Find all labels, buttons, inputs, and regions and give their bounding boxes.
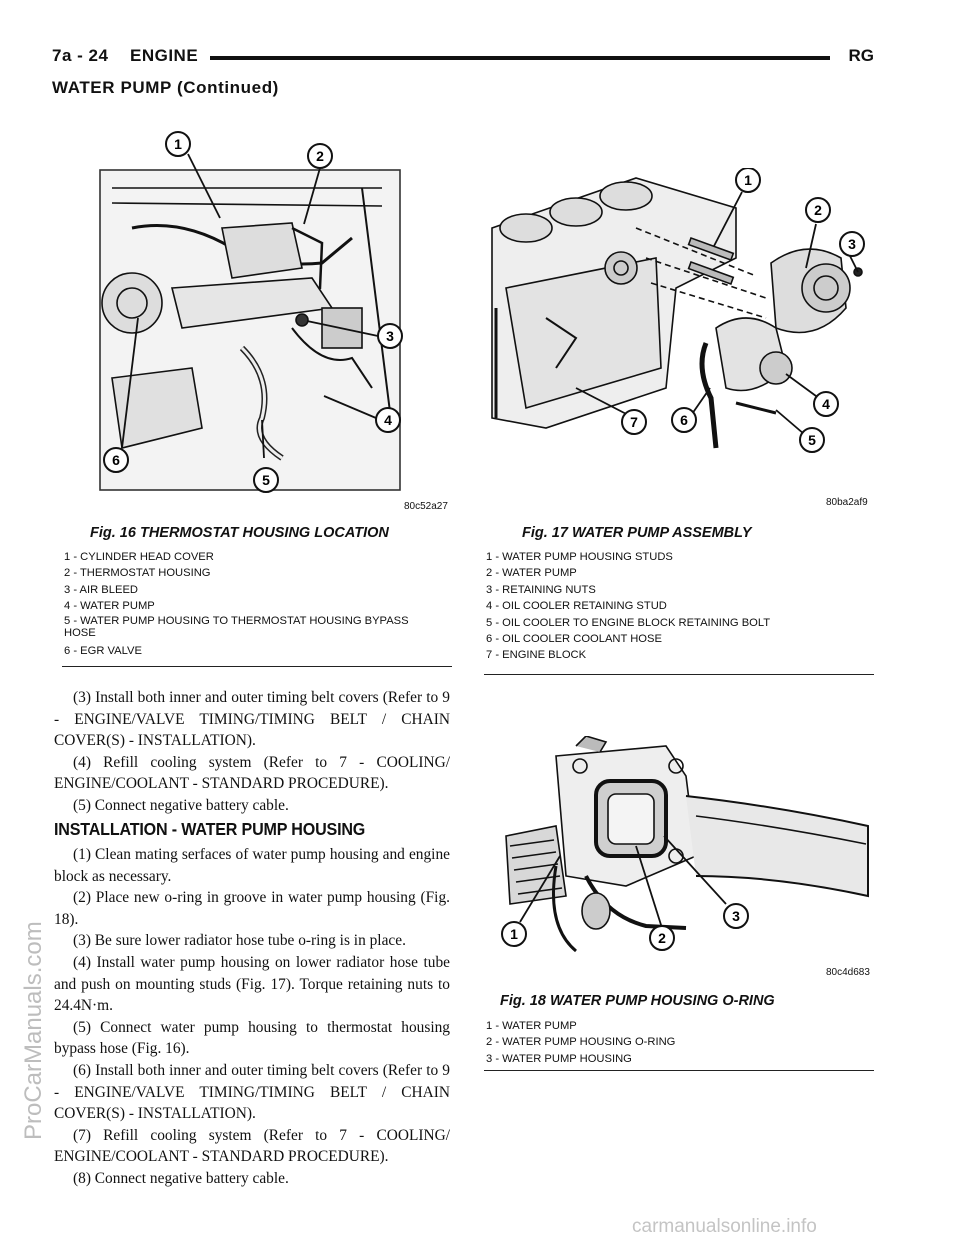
svg-text:2: 2 <box>316 148 324 164</box>
svg-text:1: 1 <box>744 172 752 188</box>
svg-text:2: 2 <box>814 202 822 218</box>
figure-18-legend <box>486 1018 872 1067</box>
model-code: RG <box>848 46 874 65</box>
figure-17-legend <box>486 549 872 664</box>
svg-text:3: 3 <box>732 908 740 924</box>
callout-6 <box>104 448 128 472</box>
legend-item: 5 - OIL COOLER TO ENGINE BLOCK RETAINING BOLT <box>486 616 771 629</box>
step-paragraph: (4) Install water pump housing on lower radiator hose tube and push on mounting studs (Fig. 17). Torque retaining nuts to 24.4N·m. <box>54 953 450 1015</box>
legend-item: 1 - CYLINDER HEAD COVER <box>64 551 214 563</box>
watermark-procarmanuals: ProCarManuals.com <box>20 921 47 1140</box>
figure-18-code: 80c4d683 <box>826 967 870 978</box>
figure-16-legend <box>64 549 444 659</box>
step-paragraph: (5) Connect negative battery cable. <box>73 796 289 814</box>
legend-item: 6 - OIL COOLER COOLANT HOSE <box>486 633 662 646</box>
svg-text:1: 1 <box>174 136 182 152</box>
callout-1 <box>502 922 526 946</box>
continued-title: WATER PUMP (Continued) <box>52 78 279 97</box>
legend-item: 2 - THERMOSTAT HOUSING <box>64 567 211 580</box>
svg-text:5: 5 <box>808 432 816 448</box>
installation-heading: INSTALLATION - WATER PUMP HOUSING <box>54 819 366 839</box>
header-rule <box>210 56 830 60</box>
step-paragraph: (7) Refill cooling system (Refer to 7 - COOLING/ ENGINE/COOLANT - STANDARD PROCEDURE). <box>54 1126 450 1166</box>
callout-1 <box>166 132 190 156</box>
section-name: ENGINE <box>130 46 199 65</box>
svg-text:7: 7 <box>630 414 638 430</box>
legend-item: 4 - WATER PUMP <box>64 600 155 613</box>
step-paragraph: (8) Connect negative battery cable. <box>73 1169 289 1187</box>
legend-item: 4 - OIL COOLER RETAINING STUD <box>486 600 667 613</box>
figure-18-rule <box>484 1070 874 1071</box>
legend-item: 3 - RETAINING NUTS <box>486 583 596 596</box>
figure-17-caption: Fig. 17 WATER PUMP ASSEMBLY <box>522 525 752 541</box>
svg-text:3: 3 <box>848 236 856 252</box>
steps-before-installation <box>54 687 450 817</box>
callout-3 <box>724 904 748 928</box>
legend-item: 3 - WATER PUMP HOUSING <box>486 1052 632 1065</box>
step-paragraph: (2) Place new o-ring in groove in water pump housing (Fig. 18). <box>54 889 450 928</box>
installation-steps <box>54 844 450 1190</box>
figure-16-illustration <box>92 128 447 508</box>
callout-3 <box>840 232 864 256</box>
callout-4 <box>814 392 838 416</box>
legend-item: 2 - WATER PUMP <box>486 567 577 580</box>
callout-7 <box>622 410 646 434</box>
step-paragraph: (3) Be sure lower radiator hose tube o-ring is in place. <box>73 932 406 950</box>
callout-3 <box>378 324 402 348</box>
legend-item: 6 - EGR VALVE <box>64 644 142 657</box>
legend-item: 3 - AIR BLEED <box>64 583 138 596</box>
step-paragraph: (3) Install both inner and outer timing belt covers (Refer to 9 - ENGINE/VALVE TIMING/TIMING BELT / CHAIN COVER(S) - INSTALLATION). <box>54 689 450 750</box>
figure-16-caption: Fig. 16 THERMOSTAT HOUSING LOCATION <box>90 525 389 541</box>
step-paragraph: (4) Refill cooling system (Refer to 7 - COOLING/ ENGINE/COOLANT - STANDARD PROCEDURE). <box>54 753 450 793</box>
figure-17-rule <box>484 674 874 675</box>
page-number: 7a - 24 <box>52 46 109 65</box>
svg-text:5: 5 <box>262 472 270 488</box>
callout-2 <box>806 198 830 222</box>
figure-16-rule <box>62 666 452 667</box>
figure-17-illustration <box>486 168 876 488</box>
svg-text:4: 4 <box>384 412 392 428</box>
callout-5 <box>800 428 824 452</box>
figure-18-illustration <box>496 736 876 966</box>
callout-5 <box>254 468 278 492</box>
callout-1 <box>736 168 760 192</box>
callout-4 <box>376 408 400 432</box>
step-paragraph: (6) Install both inner and outer timing belt covers (Refer to 9 - ENGINE/VALVE TIMING/TIMING BELT / CHAIN COVER(S) - INSTALLATION). <box>54 1061 450 1123</box>
figure-18-caption: Fig. 18 WATER PUMP HOUSING O-RING <box>500 993 775 1009</box>
svg-text:2: 2 <box>658 930 666 946</box>
figure-16-code: 80c52a27 <box>404 501 448 512</box>
callout-2 <box>308 144 332 168</box>
page-header <box>52 44 874 74</box>
figure-17-code: 80ba2af9 <box>826 497 868 508</box>
legend-item: 1 - WATER PUMP HOUSING STUDS <box>486 551 673 563</box>
watermark-carmanualsonline: carmanualsonline.info <box>632 1216 817 1237</box>
svg-text:6: 6 <box>112 452 120 468</box>
step-paragraph: (5) Connect water pump housing to thermostat housing bypass hose (Fig. 16). <box>54 1018 450 1058</box>
callout-2 <box>650 926 674 950</box>
legend-item: 7 - ENGINE BLOCK <box>486 649 587 662</box>
step-paragraph: (1) Clean mating serfaces of water pump housing and engine block as necessary. <box>54 846 450 885</box>
legend-item: 5 - WATER PUMP HOUSING TO THERMOSTAT HOUSING BYPASS HOSE <box>64 614 412 639</box>
svg-text:3: 3 <box>386 328 394 344</box>
callout-6 <box>672 408 696 432</box>
svg-text:4: 4 <box>822 396 830 412</box>
legend-item: 2 - WATER PUMP HOUSING O-RING <box>486 1036 676 1049</box>
svg-text:1: 1 <box>510 926 518 942</box>
legend-item: 1 - WATER PUMP <box>486 1020 577 1032</box>
svg-text:6: 6 <box>680 412 688 428</box>
